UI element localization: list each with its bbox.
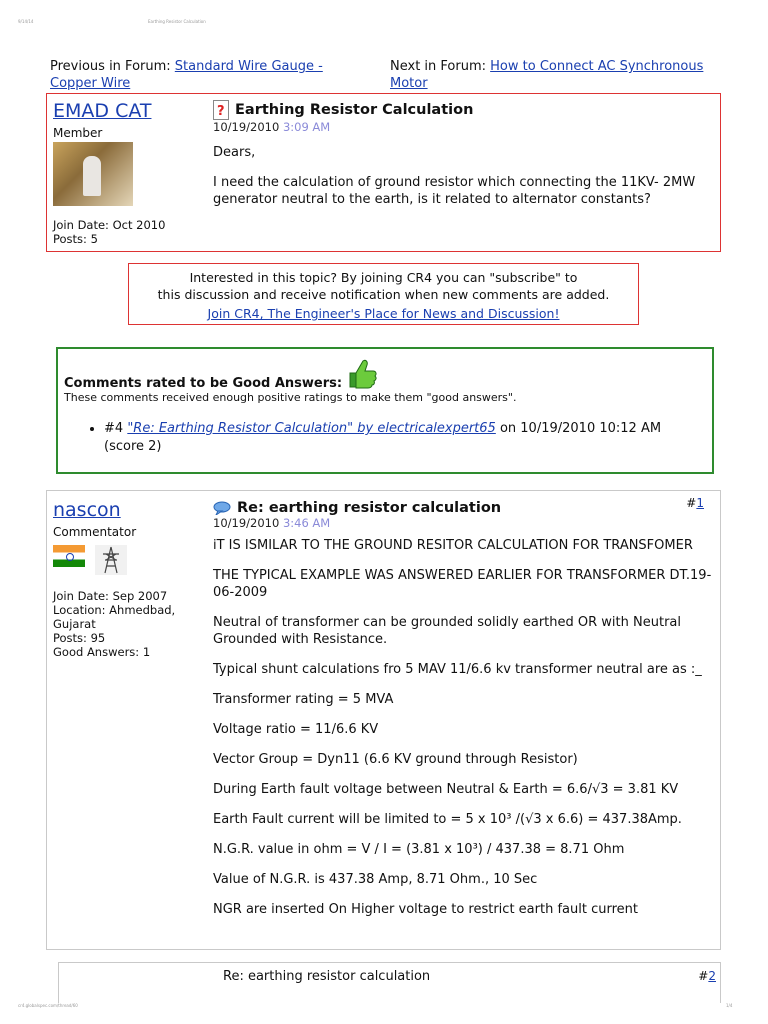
speech-bubble-icon [213,501,231,515]
join-text-line1: Interested in this topic? By joining CR4 you can "subscribe" to [189,270,578,285]
next-in-forum [390,58,730,92]
post-time: 3:09 AM [282,120,331,134]
reply-author-name-link[interactable]: nascon [53,499,121,521]
author-join-date: Join Date: Oct 2010 [53,218,166,232]
reply-author-join-date: Join Date: Sep 2007 [53,589,168,603]
power-tower-icon [95,545,127,575]
reply-date: 10/19/2010 3:46 AM [213,516,331,530]
reply-body-line: Vector Group = Dyn11 (6.6 KV ground through Resistor) [213,752,578,767]
reply-body-line: Transformer rating = 5 MVA [213,692,394,707]
reply-body-line: Earth Fault current will be limited to = 5 x 10³ /(√3 x 6.6) = 437.38Amp. [213,812,682,827]
join-cr4-link[interactable]: Join CR4, The Engineer's Place for News and Discussion! [207,306,560,321]
reply-number-link[interactable]: 1 [696,496,704,510]
print-url: cr4.globalspec.com/thread/60 [18,1003,78,1008]
print-page: 1/4 [726,1003,733,1008]
post-content [213,100,713,221]
next-thread-link[interactable]: How to Connect AC Synchronous Motor [390,59,704,91]
reply2-number-link[interactable]: 2 [708,969,716,983]
reply-body [213,537,713,918]
reply-body-line: Typical shunt calculations fro 5 MAV 11/6.6 kv transformer neutral are as :_ [213,662,702,677]
prev-label: Previous in Forum: [50,59,171,74]
reply-author-location: Location: Ahmedbad, Gujarat [53,603,176,631]
reply-title [213,500,713,516]
reply-body-line: Value of N.G.R. is 437.38 Amp, 8.71 Ohm., 10 Sec [213,872,538,887]
reply-body-line: During Earth fault voltage between Neutral & Earth = 6.6/√3 = 3.81 KV [213,782,679,797]
reply-body-line: iT IS ISMILAR TO THE GROUND RESITOR CALCULATION FOR TRANSFOMER [213,538,693,553]
join-cr4-box [128,263,639,325]
reply-body-line: NGR are inserted On Higher voltage to restrict earth fault current [213,902,638,917]
reply-title-text: Re: earthing resistor calculation [237,500,502,516]
post-author-panel [53,100,203,246]
reply-body-line: Neutral of transformer can be grounded solidly earthed OR with Neutral Grounded with Resistance. [213,615,681,647]
reply-body-line: Voltage ratio = 11/6.6 KV [213,722,379,737]
post-title-text: Earthing Resistor Calculation [235,102,474,118]
reply-author-posts: Posts: 95 [53,631,106,645]
reply-body-line: THE TYPICAL EXAMPLE WAS ANSWERED EARLIER FOR TRANSFORMER DT.19-06-2009 [213,568,712,600]
reply-post-2 [58,962,721,1003]
svg-text:?: ? [217,104,225,119]
good-answer-link[interactable]: "Re: Earthing Resistor Calculation" by electricalexpert65 [127,421,496,436]
original-post [46,93,721,252]
author-posts: Posts: 5 [53,232,98,246]
post-body [213,144,713,208]
good-answers-subtext: These comments received enough positive ratings to make them "good answers". [64,391,517,404]
reply2-title: Re: earthing resistor calculation [223,969,431,984]
print-date: 9/14/14 [18,19,34,24]
india-flag-icon [53,545,85,567]
reply-post [46,490,721,950]
post-body-line: Dears, [213,145,256,160]
good-answer-item: • #4 "Re: Earthing Resistor Calculation" by electricalexpert65 on 10/19/2010 10:12 AM (score 2) [104,420,704,456]
reply2-number: #2 [698,969,716,983]
good-answer-score: (score 2) [104,439,162,454]
post-body-line: I need the calculation of ground resistor which connecting the 11KV- 2MW generator neutral to the earth, is it related to alternator constants? [213,175,696,207]
reply-author-panel [53,499,203,659]
thumbs-up-icon [346,357,378,391]
join-text-line2: this discussion and receive notification when new comments are added. [157,287,610,302]
reply-content [213,500,713,931]
author-avatar[interactable] [53,142,133,206]
reply-author-good-answers: Good Answers: 1 [53,645,151,659]
good-answers-heading: Comments rated to be Good Answers: [64,376,343,391]
good-answers-box [56,347,714,474]
reply-time: 3:46 AM [282,516,331,530]
author-name-link[interactable]: EMAD CAT [53,100,152,122]
print-title: Earthing Resistor Calculation [148,19,206,24]
reply-author-role: Commentator [53,525,137,539]
prev-thread-link[interactable]: Standard Wire Gauge - Copper Wire [50,59,323,91]
post-title [213,100,713,120]
reply-body-line: N.G.R. value in ohm = V / I = (3.81 x 10³) / 437.38 = 8.71 Ohm [213,842,625,857]
reply-number: #1 [686,496,704,510]
next-label: Next in Forum: [390,59,486,74]
good-answers-list [64,420,704,456]
prev-in-forum [50,58,370,92]
post-date: 10/19/2010 3:09 AM [213,120,331,134]
author-role: Member [53,126,103,140]
question-icon [213,100,229,120]
